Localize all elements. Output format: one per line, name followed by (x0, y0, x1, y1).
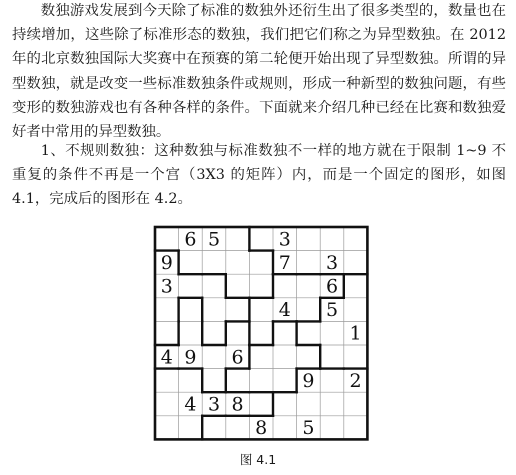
given-digit: 6 (325, 275, 339, 298)
given-digit: 3 (278, 228, 291, 251)
irregular-sudoku-paragraph: 1、不规则数独：这种数独与标准数独不一样的地方就在于限制 1~9 不重复的条件不再是一个宫（3X3 的矩阵）内，而是一个固定的图形，如图 4.1，完成后的图形在 4.2。 (12, 143, 506, 208)
given-digit: 5 (207, 228, 221, 251)
given-digit: 6 (231, 346, 244, 369)
given-digit: 6 (184, 228, 197, 251)
given-digit: 4 (278, 299, 291, 322)
given-digit: 9 (184, 346, 197, 369)
given-digit: 3 (160, 275, 173, 298)
given-digit: 3 (207, 393, 221, 416)
intro-paragraph: 数独游戏发展到今天除了标准的数独外还衍生出了很多类型的，数量也在持续增加，这些除了标准形态的数独，我们把它们称之为异型数独。在 2012 年的北京数独国际大奖赛中在预赛的第二轮便开始出现了异型数独。所谓的异型数独，就是改变一些标准数独条件或规则，形成一种新型的数独问题，有些变形的数独游戏也有各种各样的条件。下面就来介绍几种已经在比赛和数独爱好者中常用的异型数独。 (12, 3, 506, 141)
given-digit: 9 (160, 251, 173, 274)
given-digit: 4 (184, 393, 197, 416)
irregular-sudoku-figure (153, 225, 370, 442)
given-digit: 1 (349, 322, 362, 345)
given-digit: 7 (278, 251, 291, 274)
given-digit: 8 (255, 417, 268, 440)
sudoku-grid (153, 225, 370, 442)
given-digit: 3 (325, 251, 339, 274)
given-digit: 5 (325, 299, 339, 322)
given-digit: 5 (302, 417, 315, 440)
given-digit: 8 (231, 393, 244, 416)
given-digit: 2 (349, 369, 362, 392)
given-digit: 9 (302, 369, 315, 392)
given-digit: 4 (160, 346, 173, 369)
figure-caption: 图 4.1 (239, 452, 277, 467)
